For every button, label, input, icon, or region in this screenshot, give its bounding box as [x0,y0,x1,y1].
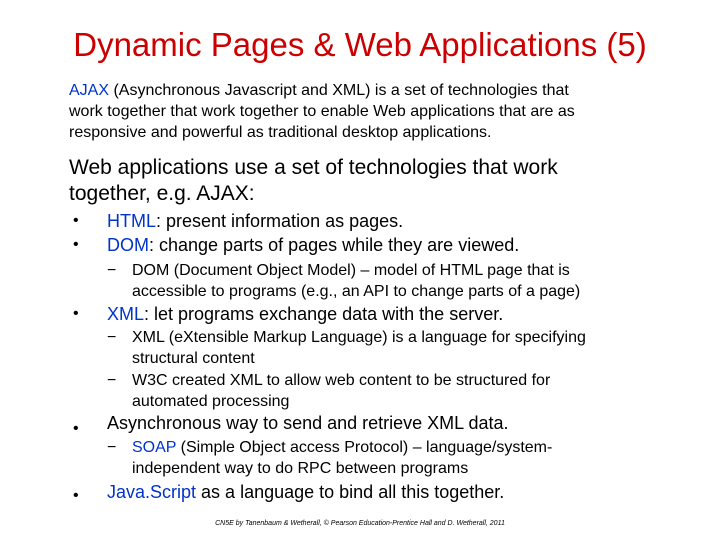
xml-sub2-line-1: W3C created XML to allow web content to be structured for [132,372,551,389]
dom-sub-line-1: DOM (Document Object Model) – model of HTML page that is [132,262,570,279]
xml-term: XML [107,304,145,324]
soap-term: SOAP [132,439,177,456]
dash-marker: − [107,439,117,456]
bullet-marker: • [73,212,79,229]
intro-line-3: responsive and powerful as traditional desktop applications. [69,124,492,141]
xml-text: : let programs exchange data with the server. [144,304,504,324]
javascript-text: as a language to bind all this together. [196,482,505,502]
slide-title: Dynamic Pages & Web Applications (5) [73,26,647,63]
javascript-term: Java.Script [107,482,197,502]
lead-paragraph [69,155,689,207]
dash-marker: − [107,262,117,279]
bullet-marker: • [73,420,79,437]
lead-line-2: together, e.g. AJAX: [69,182,255,205]
async-text: Asynchronous way to send and retrieve XML data. [107,413,509,433]
xml-sub2-line-2: automated processing [132,393,290,410]
ajax-term: AJAX [69,82,110,99]
bullet-marker: • [73,305,79,322]
dash-marker: − [107,329,117,346]
html-text: : present information as pages. [156,211,404,231]
bullet-marker: • [73,236,79,253]
copyright-footer: CN5E by Tanenbaum & Wetherall, © Pearson Education-Prentice Hall and D. Wetherall, 2011 [215,520,505,527]
xml-sub1-line-1: XML (eXtensible Markup Language) is a language for specifying [132,329,586,346]
bullet-marker: • [73,487,79,504]
intro-line-1: (Asynchronous Javascript and XML) is a set of technologies that [109,82,569,99]
intro-paragraph [69,80,689,143]
intro-line-2: work together that work together to enable Web applications that are as [69,103,575,120]
soap-line-2: independent way to do RPC between programs [132,460,469,477]
dash-marker: − [107,372,117,389]
xml-sub1-line-2: structural content [132,350,255,367]
dom-term: DOM [107,235,149,255]
soap-line-1: (Simple Object access Protocol) – language/system- [176,439,553,456]
html-term: HTML [107,211,156,231]
dom-sub-line-2: accessible to programs (e.g., an API to change parts of a page) [132,283,581,300]
lead-line-1: Web applications use a set of technologies that work [69,156,558,179]
dom-text: : change parts of pages while they are viewed. [149,235,520,255]
